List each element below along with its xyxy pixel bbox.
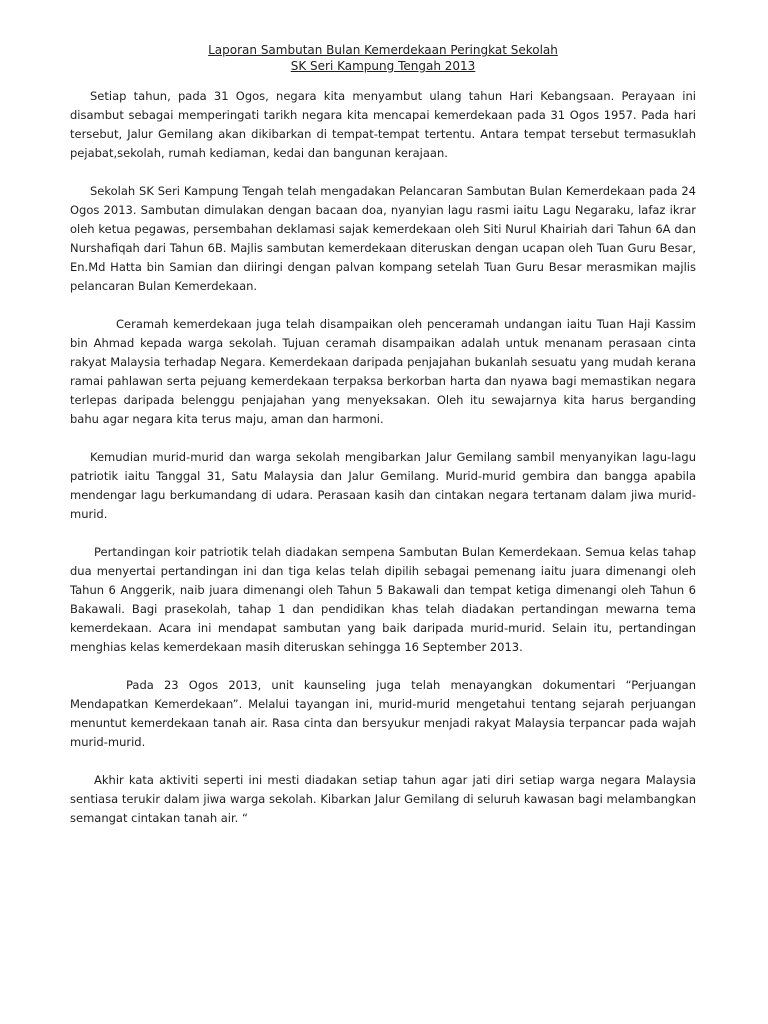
document-page — [70, 42, 696, 847]
document-subtitle: SK Seri Kampung Tengah 2013 — [290, 59, 476, 73]
paragraph-3: Ceramah kemerdekaan juga telah disampaikan oleh penceramah undangan iaitu Tuan Haji Kassim bin Ahmad kepada warga sekolah. Tujuan ceramah disampaikan adalah untuk menanam perasaan cinta rakyat Malaysia terhadap Negara. Kemerdekaan daripada penjajahan bukanlah sesuatu yang mudah kerana ramai pahlawan serta pejuang kemerdekaan terpaksa berkorban harta dan nyawa bagi memastikan negara terlepas daripada belenggu penjajahan yang menyeksakan. Oleh itu sewajarnya kita harus berganding bahu agar negara kita terus maju, aman dan harmoni. — [70, 317, 696, 426]
paragraph-6: Pada 23 Ogos 2013, unit kaunseling juga telah menayangkan dokumentari “Perjuangan Mendapatkan Kemerdekaan”. Melalui tayangan ini, murid-murid mengetahui tentang sejarah perjuangan menuntut kemerdekaan tanah air. Rasa cinta dan bersyukur menjadi rakyat Malaysia terpancar pada wajah murid-murid. — [70, 678, 696, 749]
document-title: Laporan Sambutan Bulan Kemerdekaan Peringkat Sekolah — [208, 43, 558, 57]
paragraph-2: Sekolah SK Seri Kampung Tengah telah mengadakan Pelancaran Sambutan Bulan Kemerdekaan pada 24 Ogos 2013. Sambutan dimulakan dengan bacaan doa, nyanyian lagu rasmi iaitu Lagu Negaraku, lafaz ikrar oleh ketua pegawas, persembahan deklamasi sajak kemerdekaan oleh Siti Nurul Khairiah dari Tahun 6A dan Nurshafiqah dari Tahun 6B. Majlis sambutan kemerdekaan diteruskan dengan ucapan oleh Tuan Guru Besar, En.Md Hatta bin Samian dan diiringi dengan palvan kompang setelah Tuan Guru Besar merasmikan majlis pelancaran Bulan Kemerdekaan. — [70, 184, 696, 293]
paragraph-5: Pertandingan koir patriotik telah diadakan sempena Sambutan Bulan Kemerdekaan. Semua kelas tahap dua menyertai pertandingan ini dan tiga kelas telah dipilih sebagai pemenang iaitu juara dimenangi oleh Tahun 6 Anggerik, naib juara dimenangi oleh Tahun 5 Bakawali dan tempat ketiga dimenangi oleh Tahun 6 Bakawali. Bagi prasekolah, tahap 1 dan pendidikan khas telah diadakan pertandingan mewarna tema kemerdekaan. Acara ini mendapat sambutan yang baik daripada murid-murid. Selain itu, pertandingan menghias kelas kemerdekaan masih diteruskan sehingga 16 September 2013. — [70, 545, 696, 654]
paragraph-4: Kemudian murid-murid dan warga sekolah mengibarkan Jalur Gemilang sambil menyanyikan lagu-lagu patriotik iaitu Tanggal 31, Satu Malaysia dan Jalur Gemilang. Murid-murid gembira dan bangga apabila mendengar lagu berkumandang di udara. Perasaan kasih dan cintakan negara tertanam dalam jiwa murid-murid. — [70, 450, 696, 521]
paragraph-1: Setiap tahun, pada 31 Ogos, negara kita menyambut ulang tahun Hari Kebangsaan. Perayaan ini disambut sebagai memperingati tarikh negara kita mencapai kemerdekaan pada 31 Ogos 1957. Pada hari tersebut, Jalur Gemilang akan dikibarkan di tempat-tempat tertentu. Antara tempat tersebut termasuklah pejabat,sekolah, rumah kediaman, kedai dan bangunan kerajaan. — [70, 89, 696, 160]
paragraph-7: Akhir kata aktiviti seperti ini mesti diadakan setiap tahun agar jati diri setiap warga negara Malaysia sentiasa terukir dalam jiwa warga sekolah. Kibarkan Jalur Gemilang di seluruh kawasan bagi melambangkan semangat cintakan tanah air. “ — [70, 773, 696, 825]
